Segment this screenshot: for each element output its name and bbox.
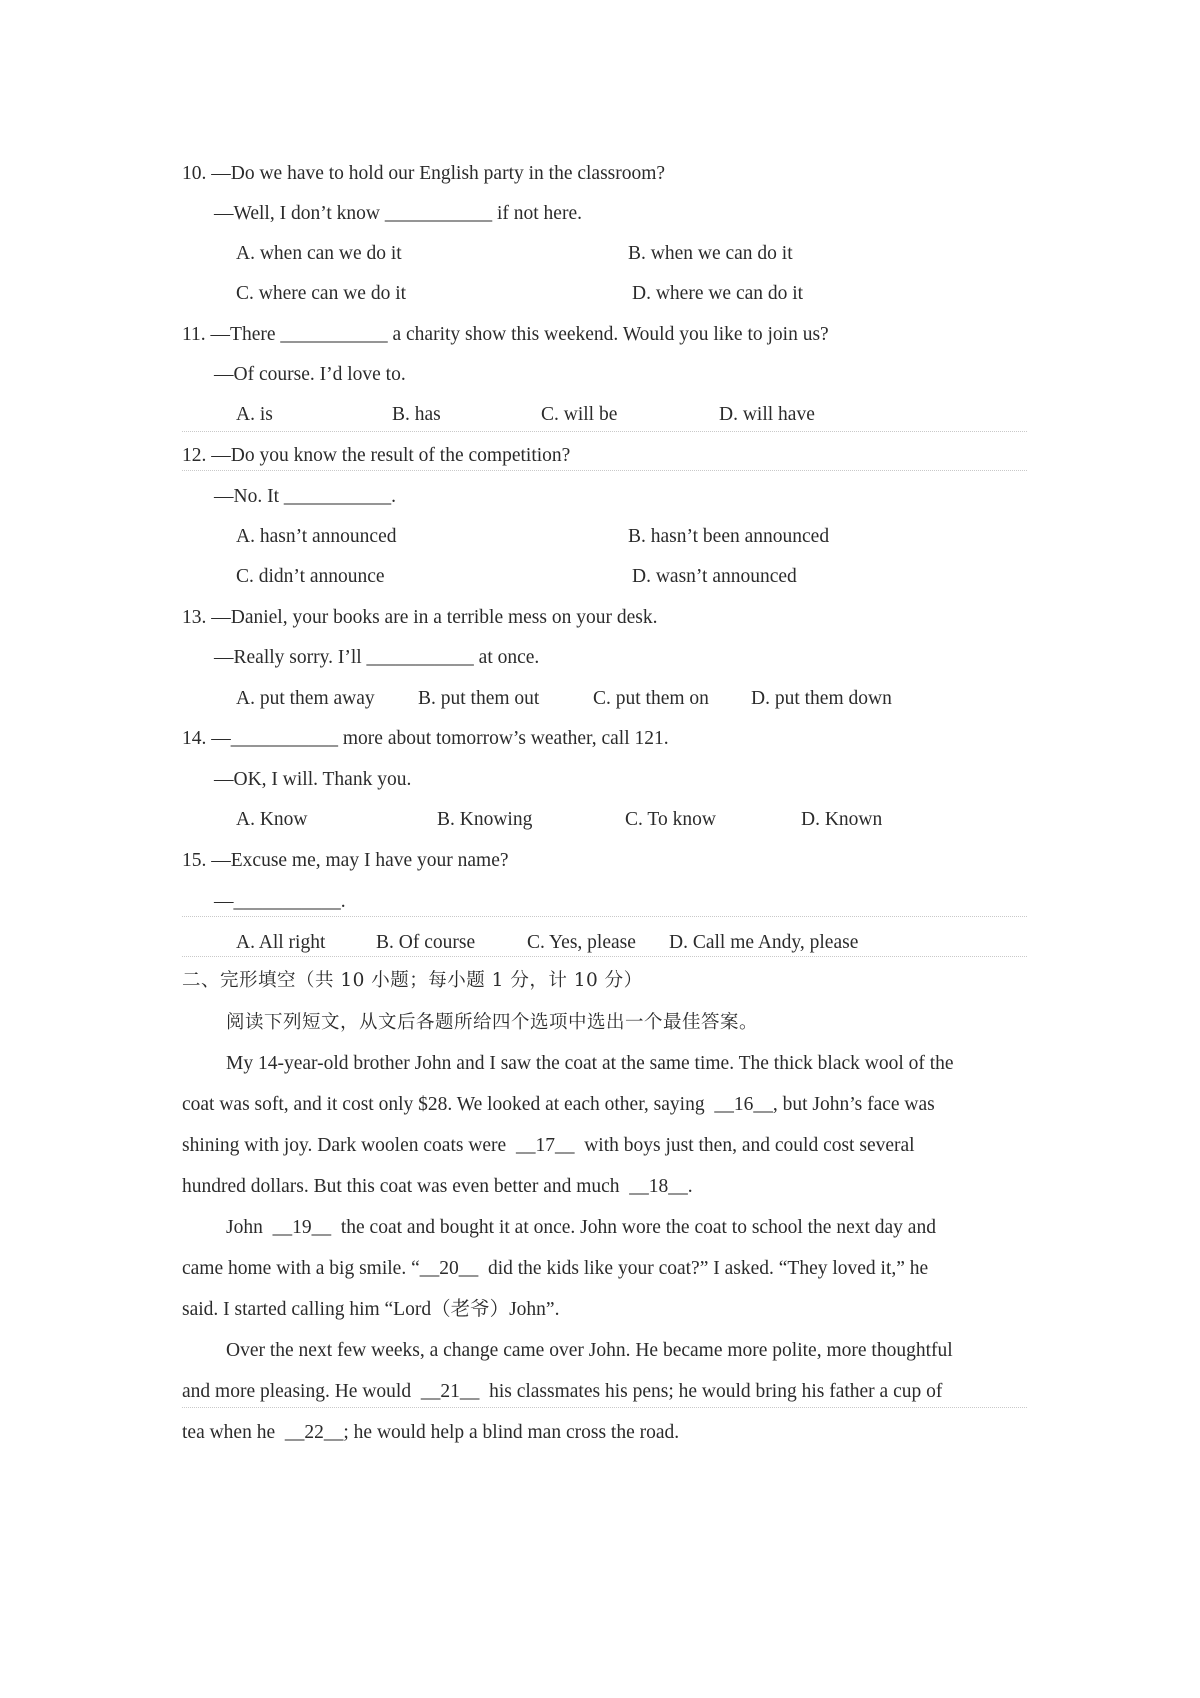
dotted-rule: [182, 470, 1027, 471]
option-b: B. Of course: [376, 932, 476, 953]
dotted-rule: [182, 956, 1027, 957]
passage-line: Over the next few weeks, a change came over John. He became more polite, more thoughtful: [226, 1340, 953, 1361]
passage-line: tea when he __22__; he would help a blind man cross the road.: [182, 1422, 680, 1443]
question-10-stem: 10. —Do we have to hold our English party in the classroom?: [182, 163, 666, 184]
option-d: D. put them down: [751, 688, 892, 709]
option-c: C. where can we do it: [236, 283, 407, 304]
option-c: C. put them on: [593, 688, 709, 709]
option-b: B. Knowing: [437, 809, 533, 830]
passage-line: shining with joy. Dark woolen coats were __17__ with boys just then, and could cost several: [182, 1135, 915, 1156]
question-14-reply: —OK, I will. Thank you.: [214, 769, 412, 790]
option-b: B. hasn’t been announced: [628, 526, 830, 547]
dotted-rule: [182, 1407, 1027, 1408]
question-13: 13. —Daniel, your books are in a terrible mess on your desk.: [182, 607, 658, 628]
passage-line: and more pleasing. He would __21__ his classmates his pens; he would bring his father a cup of: [182, 1381, 943, 1402]
question-12-reply: —No. It ___________.: [214, 486, 396, 507]
passage-line: hundred dollars. But this coat was even better and much __18__.: [182, 1176, 693, 1197]
question-15: 15. —Excuse me, may I have your name?: [182, 850, 509, 871]
option-d: D. where we can do it: [632, 283, 804, 304]
passage-line: My 14-year-old brother John and I saw the coat at the same time. The thick black wool of the: [226, 1053, 954, 1074]
option-a: A. when can we do it: [236, 243, 402, 264]
option-c: C. To know: [625, 809, 716, 830]
option-a: A. All right: [236, 932, 326, 953]
section-instruction: 阅读下列短文，从文后各题所给四个选项中选出一个最佳答案。: [226, 1012, 759, 1033]
passage-line: said. I started calling him “Lord（老爷）John”.: [182, 1299, 560, 1320]
passage-line: John __19__ the coat and bought it at once. John wore the coat to school the next day and: [226, 1217, 936, 1238]
option-b: B. has: [392, 404, 441, 425]
dotted-rule: [182, 431, 1027, 432]
option-d: D. Known: [801, 809, 883, 830]
option-c: C. didn’t announce: [236, 566, 385, 587]
dotted-rule: [182, 916, 1027, 917]
option-a: A. hasn’t announced: [236, 526, 397, 547]
option-a: A. Know: [236, 809, 308, 830]
question-10-reply: —Well, I don’t know ___________ if not here.: [214, 203, 582, 224]
option-d: D. wasn’t announced: [632, 566, 797, 587]
option-a: A. put them away: [236, 688, 375, 709]
option-b: B. put them out: [418, 688, 540, 709]
passage-line: came home with a big smile. “__20__ did the kids like your coat?” I asked. “They loved it,” he: [182, 1258, 929, 1279]
question-14: 14. —___________ more about tomorrow’s weather, call 121.: [182, 728, 669, 749]
question-11: 11. —There ___________ a charity show this weekend. Would you like to join us?: [182, 324, 829, 345]
option-d: D. will have: [719, 404, 815, 425]
section-heading: 二、完形填空（共 10 小题；每小题 1 分，计 10 分）: [182, 970, 643, 991]
option-c: C. will be: [541, 404, 618, 425]
question-15-reply: —___________.: [214, 891, 346, 912]
question-13-reply: —Really sorry. I’ll ___________ at once.: [214, 647, 540, 668]
option-d: D. Call me Andy, please: [669, 932, 859, 953]
passage-line: coat was soft, and it cost only $28. We looked at each other, saying __16__, but John’s face was: [182, 1094, 935, 1115]
option-c: C. Yes, please: [527, 932, 636, 953]
question-12: 12. —Do you know the result of the competition?: [182, 445, 571, 466]
option-b: B. when we can do it: [628, 243, 793, 264]
option-a: A. is: [236, 404, 273, 425]
question-11-reply: —Of course. I’d love to.: [214, 364, 406, 385]
